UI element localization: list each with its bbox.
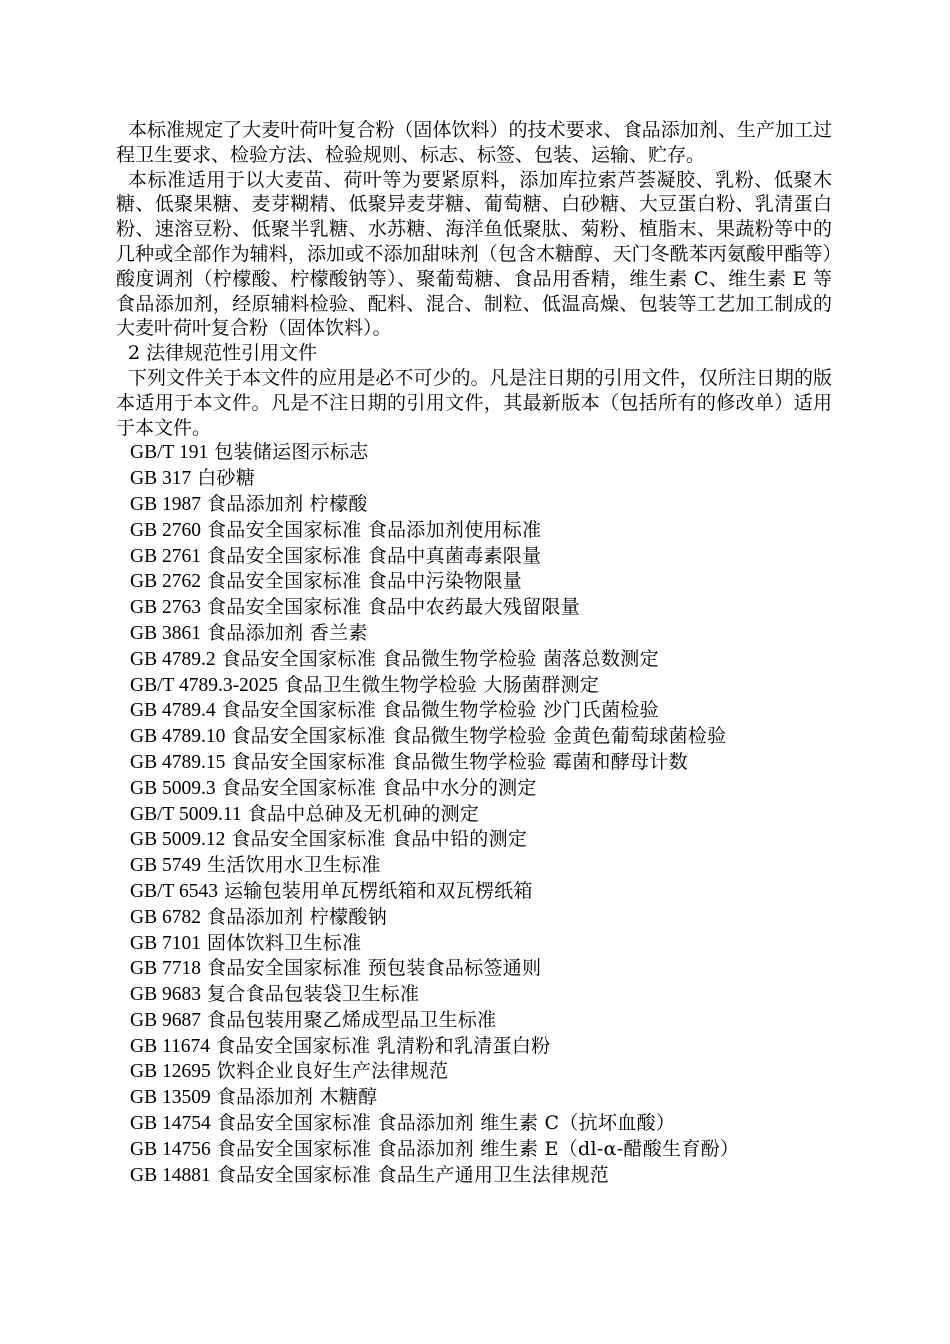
reference-item xyxy=(116,466,832,492)
reference-item xyxy=(116,776,832,802)
reference-item xyxy=(116,518,832,544)
document-body xyxy=(116,118,832,1188)
reference-title: 食品安全国家标准 食品添加剂使用标准 xyxy=(206,518,542,541)
reference-code: GB 2762 xyxy=(130,571,201,593)
reference-title: 食品安全国家标准 食品中污染物限量 xyxy=(206,570,523,593)
reference-title: 白砂糖 xyxy=(197,467,256,490)
reference-title: 食品安全国家标准 食品微生物学检验 金黄色葡萄球菌检验 xyxy=(231,725,727,748)
reference-item xyxy=(116,1163,832,1189)
reference-title: 食品安全国家标准 食品添加剂 维生素 E（dl-α-醋酸生育酚） xyxy=(216,1137,740,1160)
reference-item xyxy=(116,621,832,647)
reference-item xyxy=(116,1085,832,1111)
reference-code: GB 11674 xyxy=(130,1035,210,1057)
section-2-heading: 2 法律规范性引用文件 xyxy=(128,342,318,365)
reference-title: 食品添加剂 香兰素 xyxy=(206,621,368,644)
reference-title: 食品添加剂 柠檬酸 xyxy=(206,492,368,515)
reference-code: GB 5009.3 xyxy=(130,777,216,799)
section-2-intro: 下列文件关于本文件的应用是必不可少的。凡是注日期的引用文件，仅所注日期的版本适用于本文件。凡是不注日期的引用文件，其最新版本（包括所有的修改单）适用于本文件。 xyxy=(116,366,832,439)
reference-title: 食品安全国家标准 食品生产通用卫生法律规范 xyxy=(216,1163,610,1186)
reference-code: GB 5749 xyxy=(130,855,201,877)
reference-code: GB 4789.4 xyxy=(130,700,216,722)
reference-code: GB 6782 xyxy=(130,906,201,928)
reference-title: 食品中总砷及无机砷的测定 xyxy=(247,802,480,825)
reference-title: 食品安全国家标准 食品微生物学检验 霉菌和酵母计数 xyxy=(231,750,688,773)
reference-title: 复合食品包装袋卫生标准 xyxy=(206,983,420,1006)
reference-title: 食品添加剂 木糖醇 xyxy=(216,1086,378,1109)
reference-item xyxy=(116,647,832,673)
reference-item xyxy=(116,956,832,982)
reference-code: GB 7101 xyxy=(130,932,201,954)
reference-item xyxy=(116,569,832,595)
reference-item xyxy=(116,982,832,1008)
reference-code: GB 9683 xyxy=(130,984,201,1006)
reference-code: GB 4789.10 xyxy=(130,726,226,748)
reference-title: 食品安全国家标准 食品中真菌毒素限量 xyxy=(206,544,542,567)
reference-code: GB 9687 xyxy=(130,1009,201,1031)
reference-code: GB 14881 xyxy=(130,1164,211,1186)
reference-code: GB 2760 xyxy=(130,519,201,541)
reference-title: 食品安全国家标准 预包装食品标签通则 xyxy=(206,957,542,980)
reference-code: GB/T 4789.3-2025 xyxy=(130,674,279,696)
reference-code: GB 4789.15 xyxy=(130,751,226,773)
reference-title: 饮料企业良好生产法律规范 xyxy=(216,1060,449,1083)
reference-item xyxy=(116,544,832,570)
reference-title: 食品安全国家标准 食品微生物学检验 菌落总数测定 xyxy=(221,647,659,670)
reference-code: GB 2763 xyxy=(130,597,201,619)
reference-code: GB 14754 xyxy=(130,1113,211,1135)
scope-paragraph-1: 本标准规定了大麦叶荷叶复合粉（固体饮料）的技术要求、食品添加剂、生产加工过程卫生要求、检验方法、检验规则、标志、标签、包装、运输、贮存。 xyxy=(116,119,832,166)
reference-title: 食品安全国家标准 食品中铅的测定 xyxy=(231,828,528,851)
reference-item xyxy=(116,905,832,931)
reference-code: GB/T 6543 xyxy=(130,880,218,902)
reference-code: GB 13509 xyxy=(130,1087,211,1109)
reference-item xyxy=(116,698,832,724)
reference-code: GB 12695 xyxy=(130,1061,211,1083)
reference-item xyxy=(116,879,832,905)
reference-item xyxy=(116,1111,832,1137)
reference-code: GB 2761 xyxy=(130,545,201,567)
reference-item xyxy=(116,931,832,957)
reference-item xyxy=(116,724,832,750)
reference-title: 食品安全国家标准 食品添加剂 维生素 C（抗坏血酸） xyxy=(216,1112,676,1135)
reference-code: GB 14756 xyxy=(130,1138,211,1160)
reference-item xyxy=(116,1059,832,1085)
reference-title: 食品安全国家标准 食品中农药最大残留限量 xyxy=(206,596,581,619)
normative-references-list xyxy=(116,440,832,1188)
reference-code: GB/T 5009.11 xyxy=(130,803,242,825)
reference-title: 食品添加剂 柠檬酸钠 xyxy=(206,905,388,928)
reference-item xyxy=(116,802,832,828)
reference-title: 包装储运图示标志 xyxy=(214,441,369,464)
reference-item xyxy=(116,1034,832,1060)
reference-item xyxy=(116,440,832,466)
reference-code: GB 4789.2 xyxy=(130,648,216,670)
reference-title: 生活饮用水卫生标准 xyxy=(206,854,381,877)
reference-item xyxy=(116,853,832,879)
reference-title: 食品安全国家标准 食品中水分的测定 xyxy=(221,776,537,799)
reference-title: 食品安全国家标准 食品微生物学检验 沙门氏菌检验 xyxy=(221,699,659,722)
reference-code: GB 5009.12 xyxy=(130,829,226,851)
reference-title: 食品卫生微生物学检验 大肠菌群测定 xyxy=(284,673,600,696)
reference-item xyxy=(116,750,832,776)
reference-item xyxy=(116,492,832,518)
reference-code: GB 1987 xyxy=(130,493,201,515)
scope-paragraph-2: 本标准适用于以大麦苗、荷叶等为要紧原料，添加库拉索芦荟凝胶、乳粉、低聚木糖、低聚果糖、麦芽糊精、低聚异麦芽糖、葡萄糖、白砂糖、大豆蛋白粉、乳清蛋白粉、速溶豆粉、低聚半乳糖、水苏糖、海洋鱼低聚肽、菊粉、植脂末、果蔬粉等中的几种或全部作为辅料，添加或不添加甜味剂（包含木糖醇、天门冬酰苯丙氨酸甲酯等）酸度调剂（柠檬酸、柠檬酸钠等）、聚葡萄糖、食品用香精，维生素 C、维生素 E 等食品添加剂，经原辅料检验、配料、混合、制粒、低温高燥、包装等工艺加工制成的大麦叶荷叶复合粉（固体饮料）。 xyxy=(116,168,832,340)
reference-code: GB 3861 xyxy=(130,622,201,644)
reference-title: 食品安全国家标准 乳清粉和乳清蛋白粉 xyxy=(216,1034,551,1057)
reference-title: 运输包装用单瓦楞纸箱和双瓦楞纸箱 xyxy=(223,879,533,902)
reference-item xyxy=(116,673,832,699)
reference-code: GB 317 xyxy=(130,468,192,490)
reference-item xyxy=(116,827,832,853)
reference-title: 固体饮料卫生标准 xyxy=(206,931,362,954)
reference-code: GB/T 191 xyxy=(130,442,209,464)
reference-code: GB 7718 xyxy=(130,958,201,980)
reference-item xyxy=(116,1008,832,1034)
reference-item xyxy=(116,1137,832,1163)
reference-title: 食品包装用聚乙烯成型品卫生标准 xyxy=(206,1008,497,1031)
reference-item xyxy=(116,595,832,621)
